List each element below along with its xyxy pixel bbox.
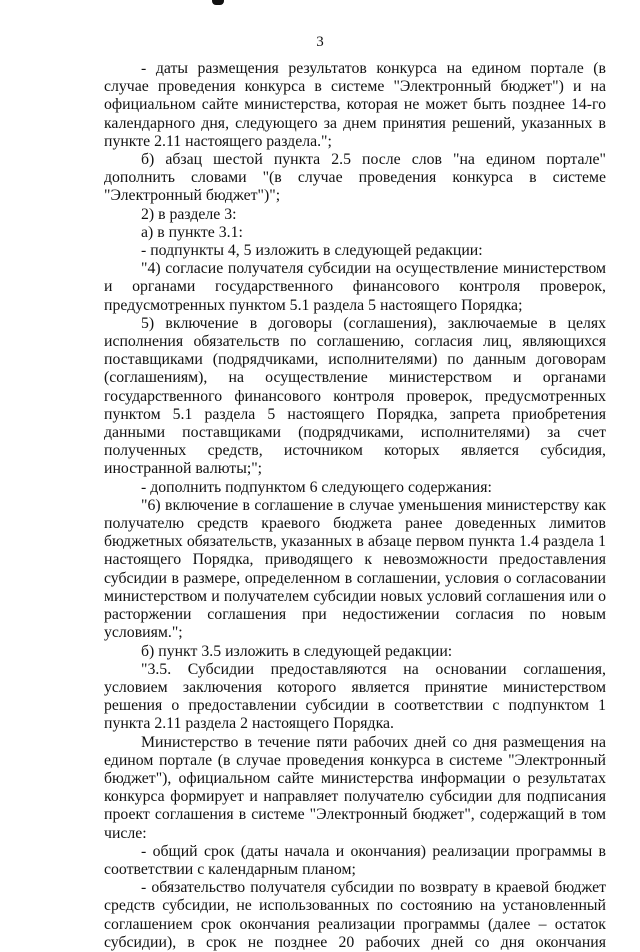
- page-number: 3: [316, 34, 324, 50]
- paragraph: - даты размещения результатов конкурса на едином портале (в случае проведения конкурса в системе "Электронный бюджет") и на официальном сайте министерства, которая не может быть позднее 14-го календарного дня, следующего за днем принятия решений, указанных в пункте 2.11 настоящего раздела.";: [104, 60, 606, 150]
- document-body: [104, 60, 606, 952]
- paragraph: - дополнить подпунктом 6 следующего содержания:: [141, 478, 492, 496]
- paragraph: б) абзац шестой пункта 2.5 после слов "на едином портале" дополнить словами "(в случае проведения конкурса в системе "Электронный бюджет")";: [104, 151, 606, 205]
- paragraph: Министерство в течение пяти рабочих дней со дня размещения на едином портале (в случае проведения конкурса в системе "Электронный бюджет"), официальном сайте министерства информации о результатах конкурса формирует и направляет получателю субсидии для подписания проект соглашения в системе "Электронный бюджет", содержащий в том числе:: [104, 733, 606, 842]
- paragraph: "3.5. Субсидии предоставляются на основании соглашения, условием заключения которого является принятие министерством решения о предоставлении субсидии в соответствии с подпунктом 1 пункта 2.11 раздела 2 настоящего Порядка.: [104, 660, 606, 733]
- paragraph: - обязательство получателя субсидии по возврату в краевой бюджет средств субсидии, не использованных по состоянию на установленный соглашением срок окончания реализации программы (далее – остаток субсидии), в срок не позднее 20 рабочих дней со дня окончания: [104, 879, 606, 951]
- scan-mark: [212, 0, 224, 5]
- paragraph: 2) в разделе 3:: [141, 205, 237, 223]
- paragraph: "4) согласие получателя субсидии на осуществление министерством и органами государственного финансового контроля проверок, предусмотренных пунктом 5.1 раздела 5 настоящего Порядка;: [104, 260, 606, 314]
- paragraph: б) пункт 3.5 изложить в следующей редакции:: [141, 642, 453, 660]
- paragraph: - общий срок (даты начала и окончания) реализации программы в соответствии с календарным планом;: [104, 842, 606, 878]
- paragraph: - подпункты 4, 5 изложить в следующей редакции:: [141, 242, 483, 260]
- paragraph: а) в пункте 3.1:: [141, 223, 243, 241]
- paragraph: 5) включение в договоры (соглашения), заключаемые в целях исполнения обязательств по соглашению, согласия лиц, являющихся поставщиками (подрядчиками, исполнителями) по данным договорам (соглашениям), на осуществление министерством и органами государственного финансового контроля проверок, предусмотренных пунктом 5.1 раздела 5 настоящего Порядка, запрета приобретения данными поставщиками (подрядчиками, исполнителями) за счет полученных средств, источником которых является субсидия, иностранной валюты;";: [104, 314, 606, 478]
- paragraph: "6) включение в соглашение в случае уменьшения министерству как получателю средств краевого бюджета ранее доведенных лимитов бюджетных обязательств, указанных в абзаце первом пункта 1.4 раздела 1 настоящего Порядка, приводящего к невозможности предоставления субсидии в размере, определенном в соглашении, условия о согласовании министерством и получателем субсидии новых условий соглашения или о расторжении соглашения при недостижении согласия по новым условиям.";: [104, 496, 606, 642]
